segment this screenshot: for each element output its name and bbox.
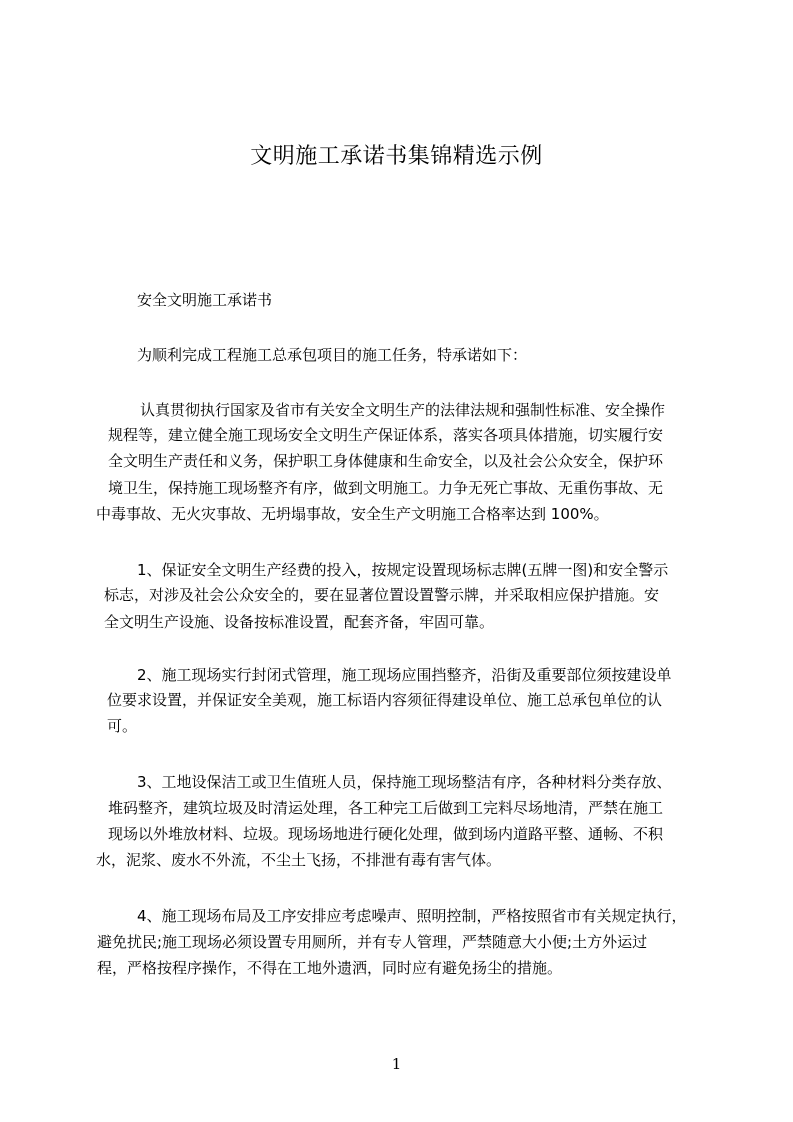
paragraph-line: 位要求设置，并保证安全美观，施工标语内容须征得建设单位、施工总承包单位的认	[107, 691, 663, 709]
intro-paragraph: 为顺利完成工程施工总承包项目的施工任务，特承诺如下：	[137, 346, 528, 364]
paragraph-line: 2、施工现场实行封闭式管理，施工现场应围挡整齐，沿街及重要部位须按建设单	[137, 666, 672, 684]
paragraph-line: 中毒事故、无火灾事故、无坍塌事故，安全生产文明施工合格率达到 100%。	[96, 505, 609, 523]
paragraph-line: 境卫生，保持施工现场整齐有序，做到文明施工。力争无死亡事故、无重伤事故、无	[108, 479, 664, 497]
paragraph-line: 可。	[107, 717, 138, 735]
paragraph-line: 规程等，建立健全施工现场安全文明生产保证体系，落实各项具体措施，切实履行安	[108, 426, 664, 444]
paragraph-line: 1、保证安全文明生产经费的投入，按规定设置现场标志牌(五牌一图)和安全警示	[137, 561, 669, 579]
paragraph-line: 认真贯彻执行国家及省市有关安全文明生产的法律法规和强制性标准、安全操作	[140, 401, 666, 419]
paragraph-line: 标志，对涉及社会公众安全的，要在显著位置设置警示牌，并采取相应保护措施。安	[104, 586, 660, 604]
paragraph-line: 3、工地设保洁工或卫生值班人员，保持施工现场整洁有序，各种材料分类存放、	[137, 773, 672, 791]
paragraph-line: 全文明生产设施、设备按标准设置，配套齐备，牢固可靠。	[104, 613, 495, 631]
paragraph-line: 堆码整齐，建筑垃圾及时清运处理，各工种完工后做到工完料尽场地清，严禁在施工	[108, 799, 664, 817]
paragraph-line: 程，严格按程序操作，不得在工地外遗洒，同时应有避免扬尘的措施。	[97, 959, 563, 977]
document-title: 文明施工承诺书集锦精选示例	[250, 144, 543, 169]
paragraph-line: 现场以外堆放材料、垃圾。现场场地进行硬化处理，做到场内道路平整、通畅、不积	[108, 825, 664, 843]
paragraph-line: 避免扰民;施工现场必须设置专用厕所，并有专人管理，严禁随意大小便;土方外运过	[97, 933, 648, 951]
paragraph-line: 水，泥浆、废水不外流，不尘土飞扬，不排泄有毒有害气体。	[96, 851, 502, 869]
section-heading: 安全文明施工承诺书	[137, 291, 273, 309]
paragraph-line: 4、施工现场布局及工序安排应考虑噪声、照明控制，严格按照省市有关规定执行，	[137, 907, 687, 925]
paragraph-line: 全文明生产责任和义务，保护职工身体健康和生命安全，以及社会公众安全，保护环	[108, 452, 664, 470]
page-number: 1	[391, 1055, 402, 1073]
